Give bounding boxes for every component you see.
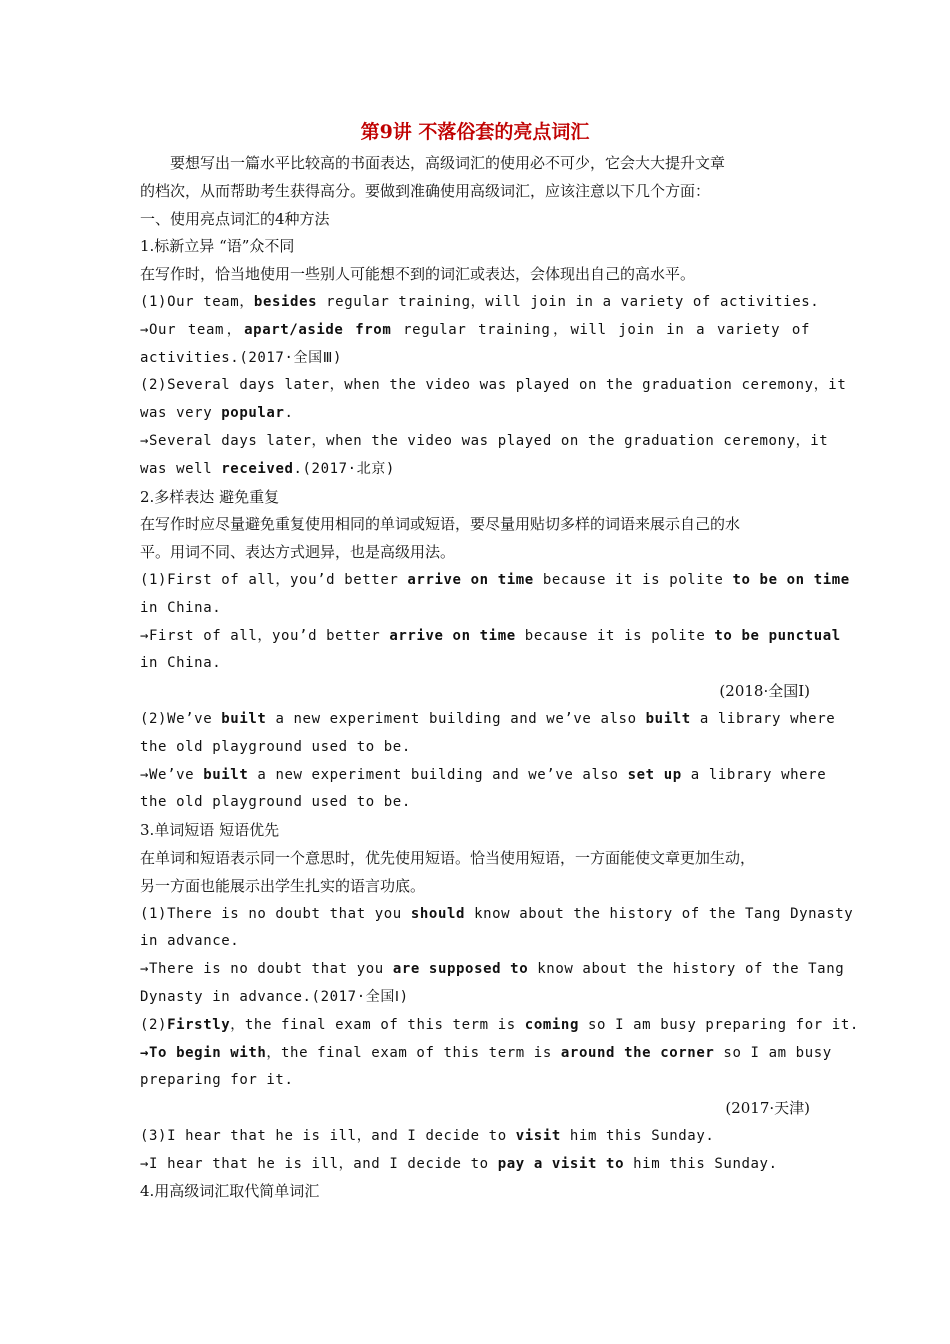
example-original: (2)Firstly，the final exam of this term is coming so I am busy preparing for it. bbox=[140, 1016, 859, 1033]
section-heading: 一、使用亮点词汇的4种方法 bbox=[140, 209, 330, 228]
method-heading: 1.标新立异 “语”众不同 bbox=[140, 237, 295, 256]
example-improved: →I hear that he is ill，and I decide to pay a visit to him this Sunday. bbox=[140, 1155, 778, 1172]
example-improved: →There is no doubt that you are supposed to know about the history of the Tang bbox=[140, 961, 845, 978]
example-improved: →To begin with，the final exam of this term is around the corner so I am busy bbox=[140, 1044, 832, 1061]
method-heading: 2.多样表达 避免重复 bbox=[140, 487, 280, 506]
example-original-cont: was very popular. bbox=[140, 405, 294, 422]
example-original-cont: in advance. bbox=[140, 933, 240, 950]
example-original: (1)There is no doubt that you should know about the history of the Tang Dynasty bbox=[140, 905, 854, 922]
method-description: 在单词和短语表示同一个意思时，优先使用短语。恰当使用短语，一方面能使文章更加生动， bbox=[140, 848, 756, 867]
example-original-cont: in China. bbox=[140, 599, 222, 616]
example-source: (2017·天津) bbox=[725, 1099, 810, 1118]
example-improved-cont: in China. bbox=[140, 655, 222, 672]
page-title: 第9讲 不落俗套的亮点词汇 bbox=[360, 121, 590, 143]
example-original: (3)I hear that he is ill，and I decide to visit him this Sunday. bbox=[140, 1127, 715, 1144]
method-description: 平。用词不同、表达方式迥异，也是高级用法。 bbox=[140, 543, 456, 562]
example-improved-cont: the old playground used to be. bbox=[140, 794, 411, 811]
example-improved-cont: activities.(2017·全国Ⅲ) bbox=[140, 349, 342, 366]
example-source: (2018·全国Ⅰ) bbox=[719, 682, 810, 701]
example-improved: →Our team，apart/aside from regular training，will join in a variety of bbox=[140, 321, 810, 338]
example-improved-cont: Dynasty in advance.(2017·全国Ⅰ) bbox=[140, 988, 409, 1005]
example-original: (1)Our team，besides regular training，will join in a variety of activities. bbox=[140, 293, 820, 310]
document-page bbox=[140, 118, 859, 1206]
method-description: 另一方面也能展示出学生扎实的语言功底。 bbox=[140, 876, 426, 895]
example-improved: →We’ve built a new experiment building and we’ve also set up a library where bbox=[140, 766, 827, 783]
example-improved-cont: preparing for it. bbox=[140, 1072, 294, 1089]
example-original-cont: the old playground used to be. bbox=[140, 738, 411, 755]
example-improved: →First of all，you’d better arrive on time because it is polite to be punctual bbox=[140, 627, 841, 644]
method-description: 在写作时，恰当地使用一些别人可能想不到的词汇或表达，会体现出自己的高水平。 bbox=[140, 265, 696, 284]
example-original: (2)Several days later，when the video was played on the graduation ceremony，it bbox=[140, 377, 847, 394]
example-original: (1)First of all，you’d better arrive on time because it is polite to be on time bbox=[140, 571, 850, 588]
method-heading: 4.用高级词汇取代简单词汇 bbox=[140, 1182, 320, 1201]
example-improved-cont: was well received.(2017·北京) bbox=[140, 460, 395, 477]
example-improved: →Several days later，when the video was played on the graduation ceremony，it bbox=[140, 432, 829, 449]
intro-line: 的档次，从而帮助考生获得高分。要做到准确使用高级词汇，应该注意以下几个方面： bbox=[140, 181, 711, 200]
intro-line: 要想写出一篇水平比较高的书面表达，高级词汇的使用必不可少，它会大大提升文章 bbox=[170, 154, 726, 172]
method-description: 在写作时应尽量避免重复使用相同的单词或短语，要尽量用贴切多样的词语来展示自己的水 bbox=[140, 515, 741, 534]
method-heading: 3.单词短语 短语优先 bbox=[140, 821, 280, 840]
example-original: (2)We’ve built a new experiment building and we’ve also built a library where bbox=[140, 710, 836, 727]
